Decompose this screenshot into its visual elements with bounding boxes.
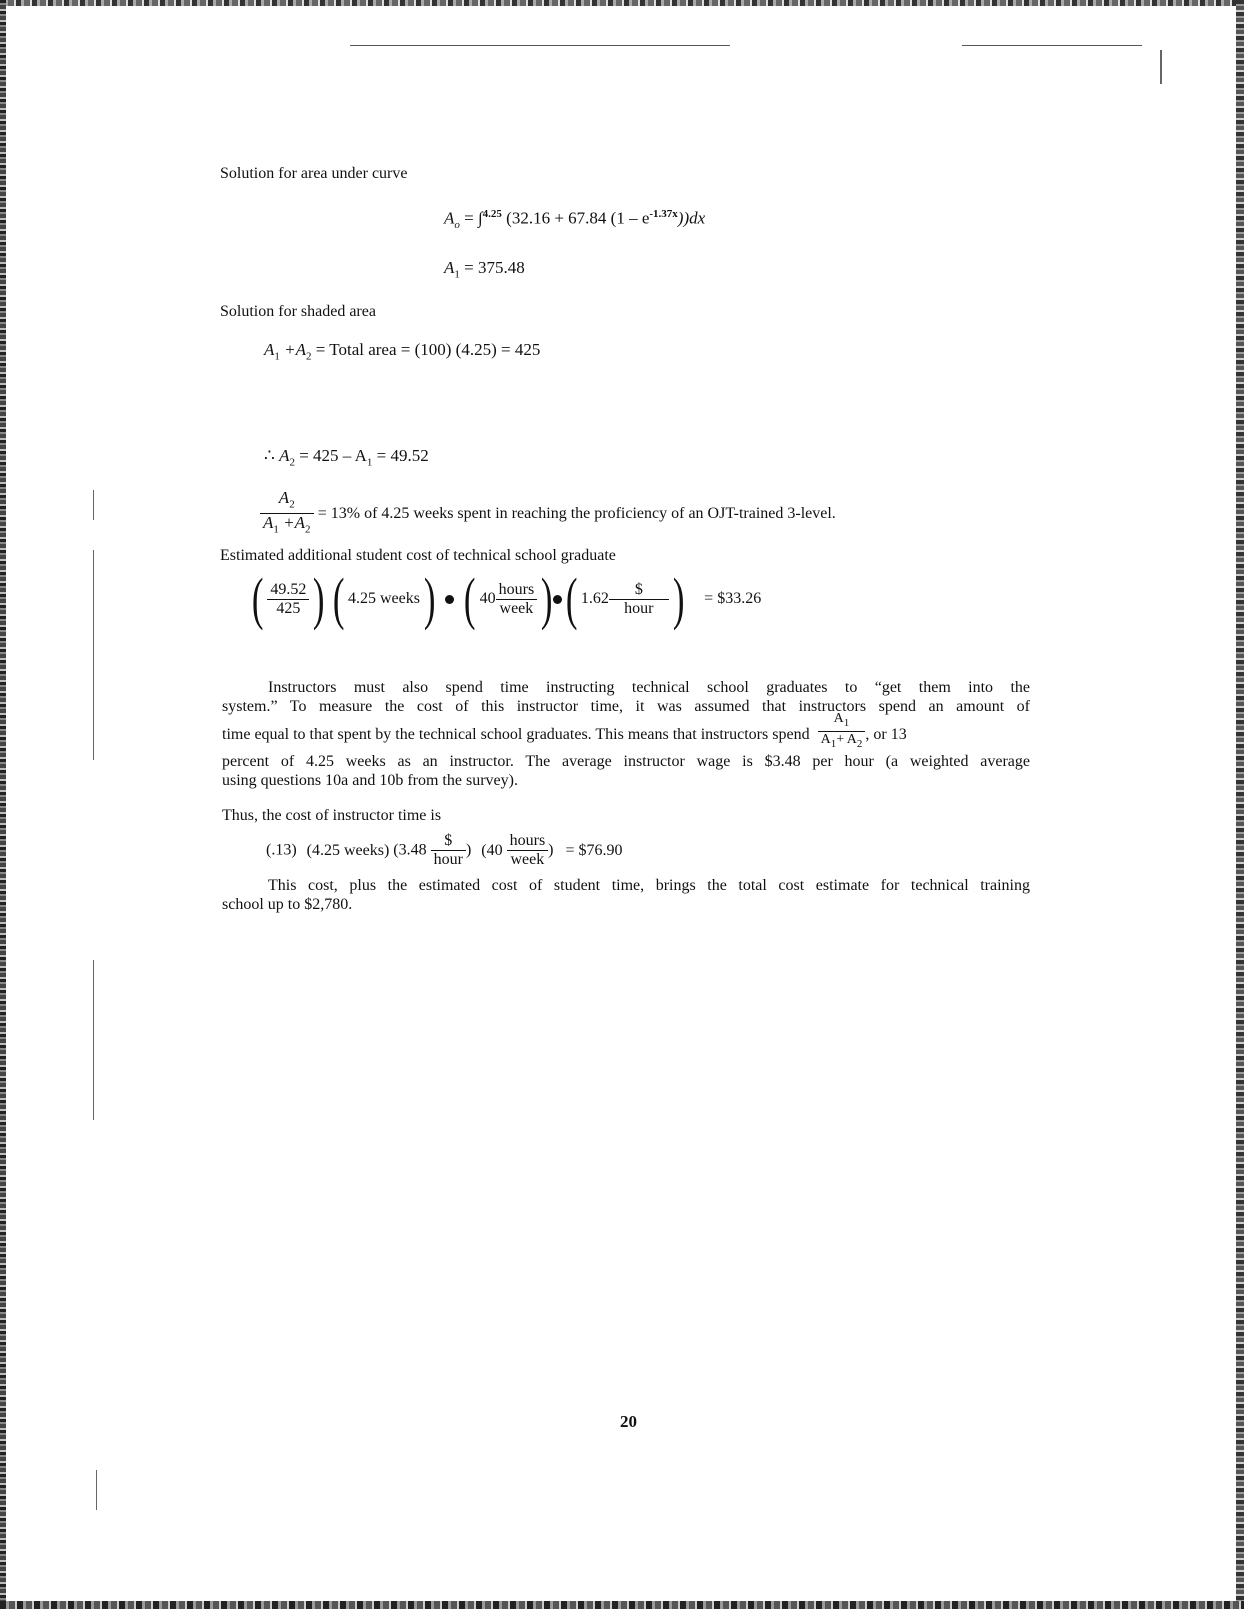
para1-frac-den-plus: + A [836, 731, 857, 747]
eq-a1-lhs: A [444, 258, 455, 277]
eq-total-plus: +A [284, 340, 306, 359]
paren-close-4: ) [672, 566, 685, 631]
term4-numerator: $ [609, 581, 669, 600]
instructor-paragraph [222, 678, 1030, 790]
integral-sign: ∫ [477, 208, 483, 228]
para1-line2: system.” To measure the cost of this instructor time, it was assumed that instructors spend an amount of [222, 698, 1030, 715]
ratio-fraction [260, 489, 314, 539]
eq-total-rhs: = Total area = (100) (4.25) = 425 [315, 340, 541, 359]
eq-total-s2: 2 [306, 350, 312, 363]
student-cost-fraction-dollar-hour [609, 581, 669, 618]
instr-term-a: (.13) [266, 841, 297, 859]
ratio-den-s2: 2 [305, 523, 311, 536]
para1-frac-den-s1: 1 [830, 737, 837, 750]
ratio-den-a: A [263, 513, 274, 533]
student-cost-fraction-hours-week [496, 581, 538, 618]
student-cost-result: = $33.26 [704, 590, 762, 607]
para1-line4: percent of 4.25 weeks as an instructor. The average instructor wage is $3.48 per hour (a weighted average [222, 752, 1030, 770]
scan-edge-left [0, 0, 6, 1609]
scan-edge-top [0, 0, 1244, 6]
para1-line3 [222, 711, 1030, 752]
heading-shaded-area: Solution for shaded area [220, 303, 376, 320]
ratio-numerator [260, 489, 314, 514]
ratio-denominator [260, 514, 314, 538]
term-weeks: 4.25 weeks [347, 590, 420, 607]
para2-line2: school up to $2,780. [222, 896, 353, 913]
ratio-num-sub: 2 [289, 498, 295, 511]
page-number: 20 [620, 1412, 637, 1431]
paren-close-2: ) [423, 566, 436, 631]
eq-integral-lhs: A [444, 208, 455, 228]
eq-a2-mid: = 425 – A [299, 446, 367, 465]
eq-integral-body-a: (32.16 + 67.84 (1 – e [506, 208, 650, 228]
para1-line3-b: , or 13 [865, 725, 907, 743]
ratio-den-plus: +A [283, 513, 305, 533]
eq-a2-s: 2 [289, 456, 295, 469]
heading-area-under-curve: Solution for area under curve [220, 165, 408, 182]
eq-integral-lhs-sub: o [454, 219, 460, 232]
instr-d-den: week [510, 851, 545, 868]
multiply-dot-2 [553, 595, 562, 604]
ratio-den-s1: 1 [273, 523, 279, 536]
scan-mark-left-4 [96, 1470, 97, 1510]
term4-denominator: hour [624, 599, 654, 617]
paren-open-3: ( [464, 566, 476, 631]
ratio-num-a: A [278, 488, 290, 507]
equation-instructor-cost [266, 832, 623, 869]
instr-d-close: ) [548, 841, 554, 859]
instr-d-num: hours [507, 832, 549, 851]
equation-student-cost [248, 566, 762, 636]
instr-term-d: (40 [481, 841, 503, 859]
student-cost-fraction-1 [267, 581, 309, 618]
eq-a2-s1: 1 [366, 456, 373, 469]
eq-a2-rhs: = 49.52 [376, 446, 429, 465]
eq-integral-upper: 4.25 [482, 208, 502, 220]
para1-line5: using questions 10a and 10b from the survey). [222, 771, 518, 789]
eq-integral-exp: -1.37x [649, 208, 678, 220]
heading-instructor-cost: Thus, the cost of instructor time is [222, 807, 442, 824]
eq-total-s1: 1 [274, 350, 280, 363]
instr-result: = $76.90 [565, 841, 623, 859]
para1-line1: Instructors must also spend time instructing technical school graduates to “get them into the [268, 679, 1030, 696]
term3-numerator: hours [496, 581, 538, 600]
eq-total-a1: A [264, 340, 275, 359]
scan-edge-bottom [0, 1601, 1244, 1609]
paren-close-1: ) [313, 566, 325, 631]
para1-frac-num-a: A [833, 711, 844, 726]
scan-mark-left-1 [93, 490, 94, 520]
paren-open-2: ( [332, 566, 345, 631]
scan-mark-left-2 [93, 550, 94, 760]
equation-ratio [260, 489, 836, 539]
eq-integral-body-b: ))dx [677, 208, 706, 228]
f1-numerator: 49.52 [267, 581, 309, 600]
instr-c-close: ) [465, 841, 472, 859]
para2-line1: This cost, plus the estimated cost of student time, brings the total cost estimate for technical training [268, 877, 1030, 894]
therefore-symbol: ∴ [264, 446, 275, 465]
scan-mark-left-3 [93, 960, 94, 1120]
equation-a2 [264, 446, 429, 472]
eq-a2-a: A [279, 446, 290, 465]
equation-total-area [264, 340, 540, 366]
para1-line3-a: time equal to that spent by the technical school graduates. This means that instructors spend [222, 725, 810, 743]
instr-c-den: hour [433, 851, 463, 868]
instr-c-num: $ [431, 832, 466, 851]
instr-fraction-hours-week [507, 832, 549, 869]
multiply-dot-1 [445, 595, 454, 604]
f1-denominator: 425 [276, 599, 301, 617]
paren-open-4: ( [565, 566, 577, 631]
instr-term-c: (3.48 [393, 841, 427, 859]
ratio-rhs: = 13% of 4.25 weeks spent in reaching the proficiency of an OJT-trained 3-level. [317, 504, 836, 522]
para1-fraction [818, 711, 866, 752]
scan-edge-right [1236, 0, 1244, 1609]
para1-frac-num-sub: 1 [843, 716, 850, 729]
para1-frac-num [818, 711, 866, 732]
para1-frac-den [818, 732, 866, 752]
eq-a1-sub: 1 [454, 268, 460, 281]
term3-denominator: week [499, 599, 534, 617]
term4-value: 1.62 [580, 590, 609, 607]
eq-a1-rhs: = 375.48 [464, 258, 525, 277]
scan-mark-right [1160, 50, 1162, 84]
equation-integral: $A_o = \int^{4.25}$ (32.16 + 67.84 $(1 - e^{-1.37x}))dx$ [444, 208, 706, 232]
instr-term-b: (4.25 weeks) [306, 841, 390, 859]
paren-close-3: ) [541, 566, 553, 631]
header-rule-right [962, 45, 1142, 46]
heading-student-cost: Estimated additional student cost of technical school graduate [220, 547, 616, 564]
para1-frac-den-a: A [820, 731, 831, 747]
para1-frac-den-s2: 2 [856, 737, 863, 750]
instr-fraction-dollar-hour [431, 832, 466, 869]
term3-value: 40 [479, 590, 496, 607]
equation-a1 [444, 258, 525, 284]
total-cost-paragraph [222, 876, 1030, 914]
paren-open-1: ( [251, 566, 264, 631]
header-rule-left [350, 45, 730, 46]
